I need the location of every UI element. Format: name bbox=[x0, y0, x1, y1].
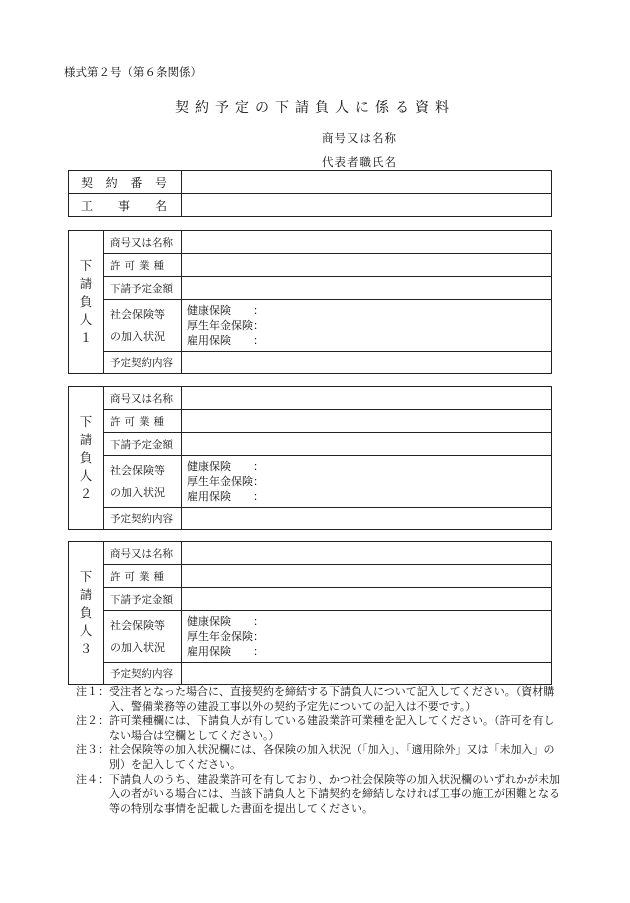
planned-contract-field[interactable] bbox=[182, 352, 552, 374]
employment-insurance-line: 雇用保険 ： bbox=[187, 645, 264, 658]
note-1-text: 受注者となった場合に、直接契約を締結する下請負人について記入してください。（資材購入、警備業務等の建設工事以外の契約予定先についての記入は不要です。） bbox=[109, 685, 555, 713]
document-title: 契約予定の下請負人に係る資料 bbox=[175, 100, 455, 116]
planned-contract-label: 予定契約内容 bbox=[104, 663, 182, 685]
license-type-label: 許可業種 bbox=[104, 410, 182, 433]
insurance-status-label: 社会保険等 の加入状況 bbox=[104, 300, 182, 352]
applicant-name-label: 商号又は名称 bbox=[322, 131, 397, 145]
note-1-key: 注１： bbox=[76, 685, 109, 698]
construction-name-label: 工事名 bbox=[69, 194, 182, 217]
pension-insurance-line: 厚生年金保険： bbox=[187, 630, 264, 643]
note-2 bbox=[76, 714, 562, 743]
insurance-status-field[interactable] bbox=[182, 456, 552, 508]
contract-header-table bbox=[68, 170, 552, 217]
planned-amount-field[interactable] bbox=[182, 277, 552, 300]
insurance-status-field[interactable] bbox=[182, 611, 552, 663]
contract-number-field[interactable] bbox=[182, 171, 552, 194]
subcontractor-name-field[interactable] bbox=[182, 542, 552, 565]
subcontractor-2-table bbox=[68, 386, 552, 530]
insurance-status-field[interactable] bbox=[182, 300, 552, 352]
notes-section bbox=[76, 685, 562, 816]
note-2-text: 許可業種欄には、下請負人が有している建設業許可業種を記入してください。（許可を有しない場合は空欄としてください。） bbox=[109, 714, 555, 742]
note-3-key: 注３： bbox=[76, 743, 109, 757]
insurance-status-label: 社会保険等 の加入状況 bbox=[104, 611, 182, 663]
health-insurance-line: 健康保険 ： bbox=[187, 304, 264, 317]
planned-amount-field[interactable] bbox=[182, 588, 552, 611]
note-4-text: 下請負人のうち、建設業許可を有しており、かつ社会保険等の加入状況欄のいずれかが未加入の者がいる場合には、当該下請負人と下請契約を締結しなければ工事の施工が困難となる等の特別な事情を記載した書面を提出してください。 bbox=[109, 772, 560, 815]
pension-insurance-line: 厚生年金保険： bbox=[187, 475, 264, 488]
note-3 bbox=[76, 743, 562, 772]
subcontractor-name-label: 商号又は名称 bbox=[104, 542, 182, 565]
planned-contract-label: 予定契約内容 bbox=[104, 352, 182, 374]
note-3-text: 社会保険等の加入状況欄には、各保険の加入状況（「加入」、「適用除外」又は「未加入」の別）を記入してください。 bbox=[109, 743, 555, 771]
subcontractor-2-side-label: 下 請 負 人 ２ bbox=[69, 387, 104, 530]
planned-amount-label: 下請予定金額 bbox=[104, 433, 182, 456]
license-type-label: 許可業種 bbox=[104, 254, 182, 277]
subcontractor-name-field[interactable] bbox=[182, 387, 552, 410]
health-insurance-line: 健康保険 ： bbox=[187, 460, 264, 473]
subcontractor-name-field[interactable] bbox=[182, 231, 552, 254]
note-1 bbox=[76, 685, 562, 714]
employment-insurance-line: 雇用保険 ： bbox=[187, 490, 264, 503]
note-4 bbox=[76, 773, 562, 817]
health-insurance-line: 健康保険 ： bbox=[187, 615, 264, 628]
license-type-label: 許可業種 bbox=[104, 565, 182, 588]
insurance-status-label: 社会保険等 の加入状況 bbox=[104, 456, 182, 508]
construction-name-row bbox=[69, 194, 552, 217]
contract-number-label: 契約番号 bbox=[69, 171, 182, 194]
subcontractor-1-table bbox=[68, 230, 552, 374]
pension-insurance-line: 厚生年金保険： bbox=[187, 319, 264, 332]
planned-amount-label: 下請予定金額 bbox=[104, 588, 182, 611]
note-2-key: 注２： bbox=[76, 714, 109, 728]
planned-amount-field[interactable] bbox=[182, 433, 552, 456]
applicant-representative-label: 代表者職氏名 bbox=[322, 155, 397, 169]
contract-number-row bbox=[69, 171, 552, 194]
license-type-field[interactable] bbox=[182, 254, 552, 277]
subcontractor-1-side-label: 下 請 負 人 １ bbox=[69, 231, 104, 374]
note-4-key: 注４： bbox=[76, 772, 109, 786]
planned-contract-field[interactable] bbox=[182, 508, 552, 530]
planned-contract-label: 予定契約内容 bbox=[104, 508, 182, 530]
form-number: 様式第２号（第６条関係） bbox=[64, 65, 202, 79]
subcontractor-name-label: 商号又は名称 bbox=[104, 387, 182, 410]
planned-amount-label: 下請予定金額 bbox=[104, 277, 182, 300]
planned-contract-field[interactable] bbox=[182, 663, 552, 685]
license-type-field[interactable] bbox=[182, 565, 552, 588]
subcontractor-3-side-label: 下 請 負 人 ３ bbox=[69, 542, 104, 685]
subcontractor-name-label: 商号又は名称 bbox=[104, 231, 182, 254]
subcontractor-3-table bbox=[68, 541, 552, 685]
employment-insurance-line: 雇用保険 ： bbox=[187, 334, 264, 347]
license-type-field[interactable] bbox=[182, 410, 552, 433]
construction-name-field[interactable] bbox=[182, 194, 552, 217]
